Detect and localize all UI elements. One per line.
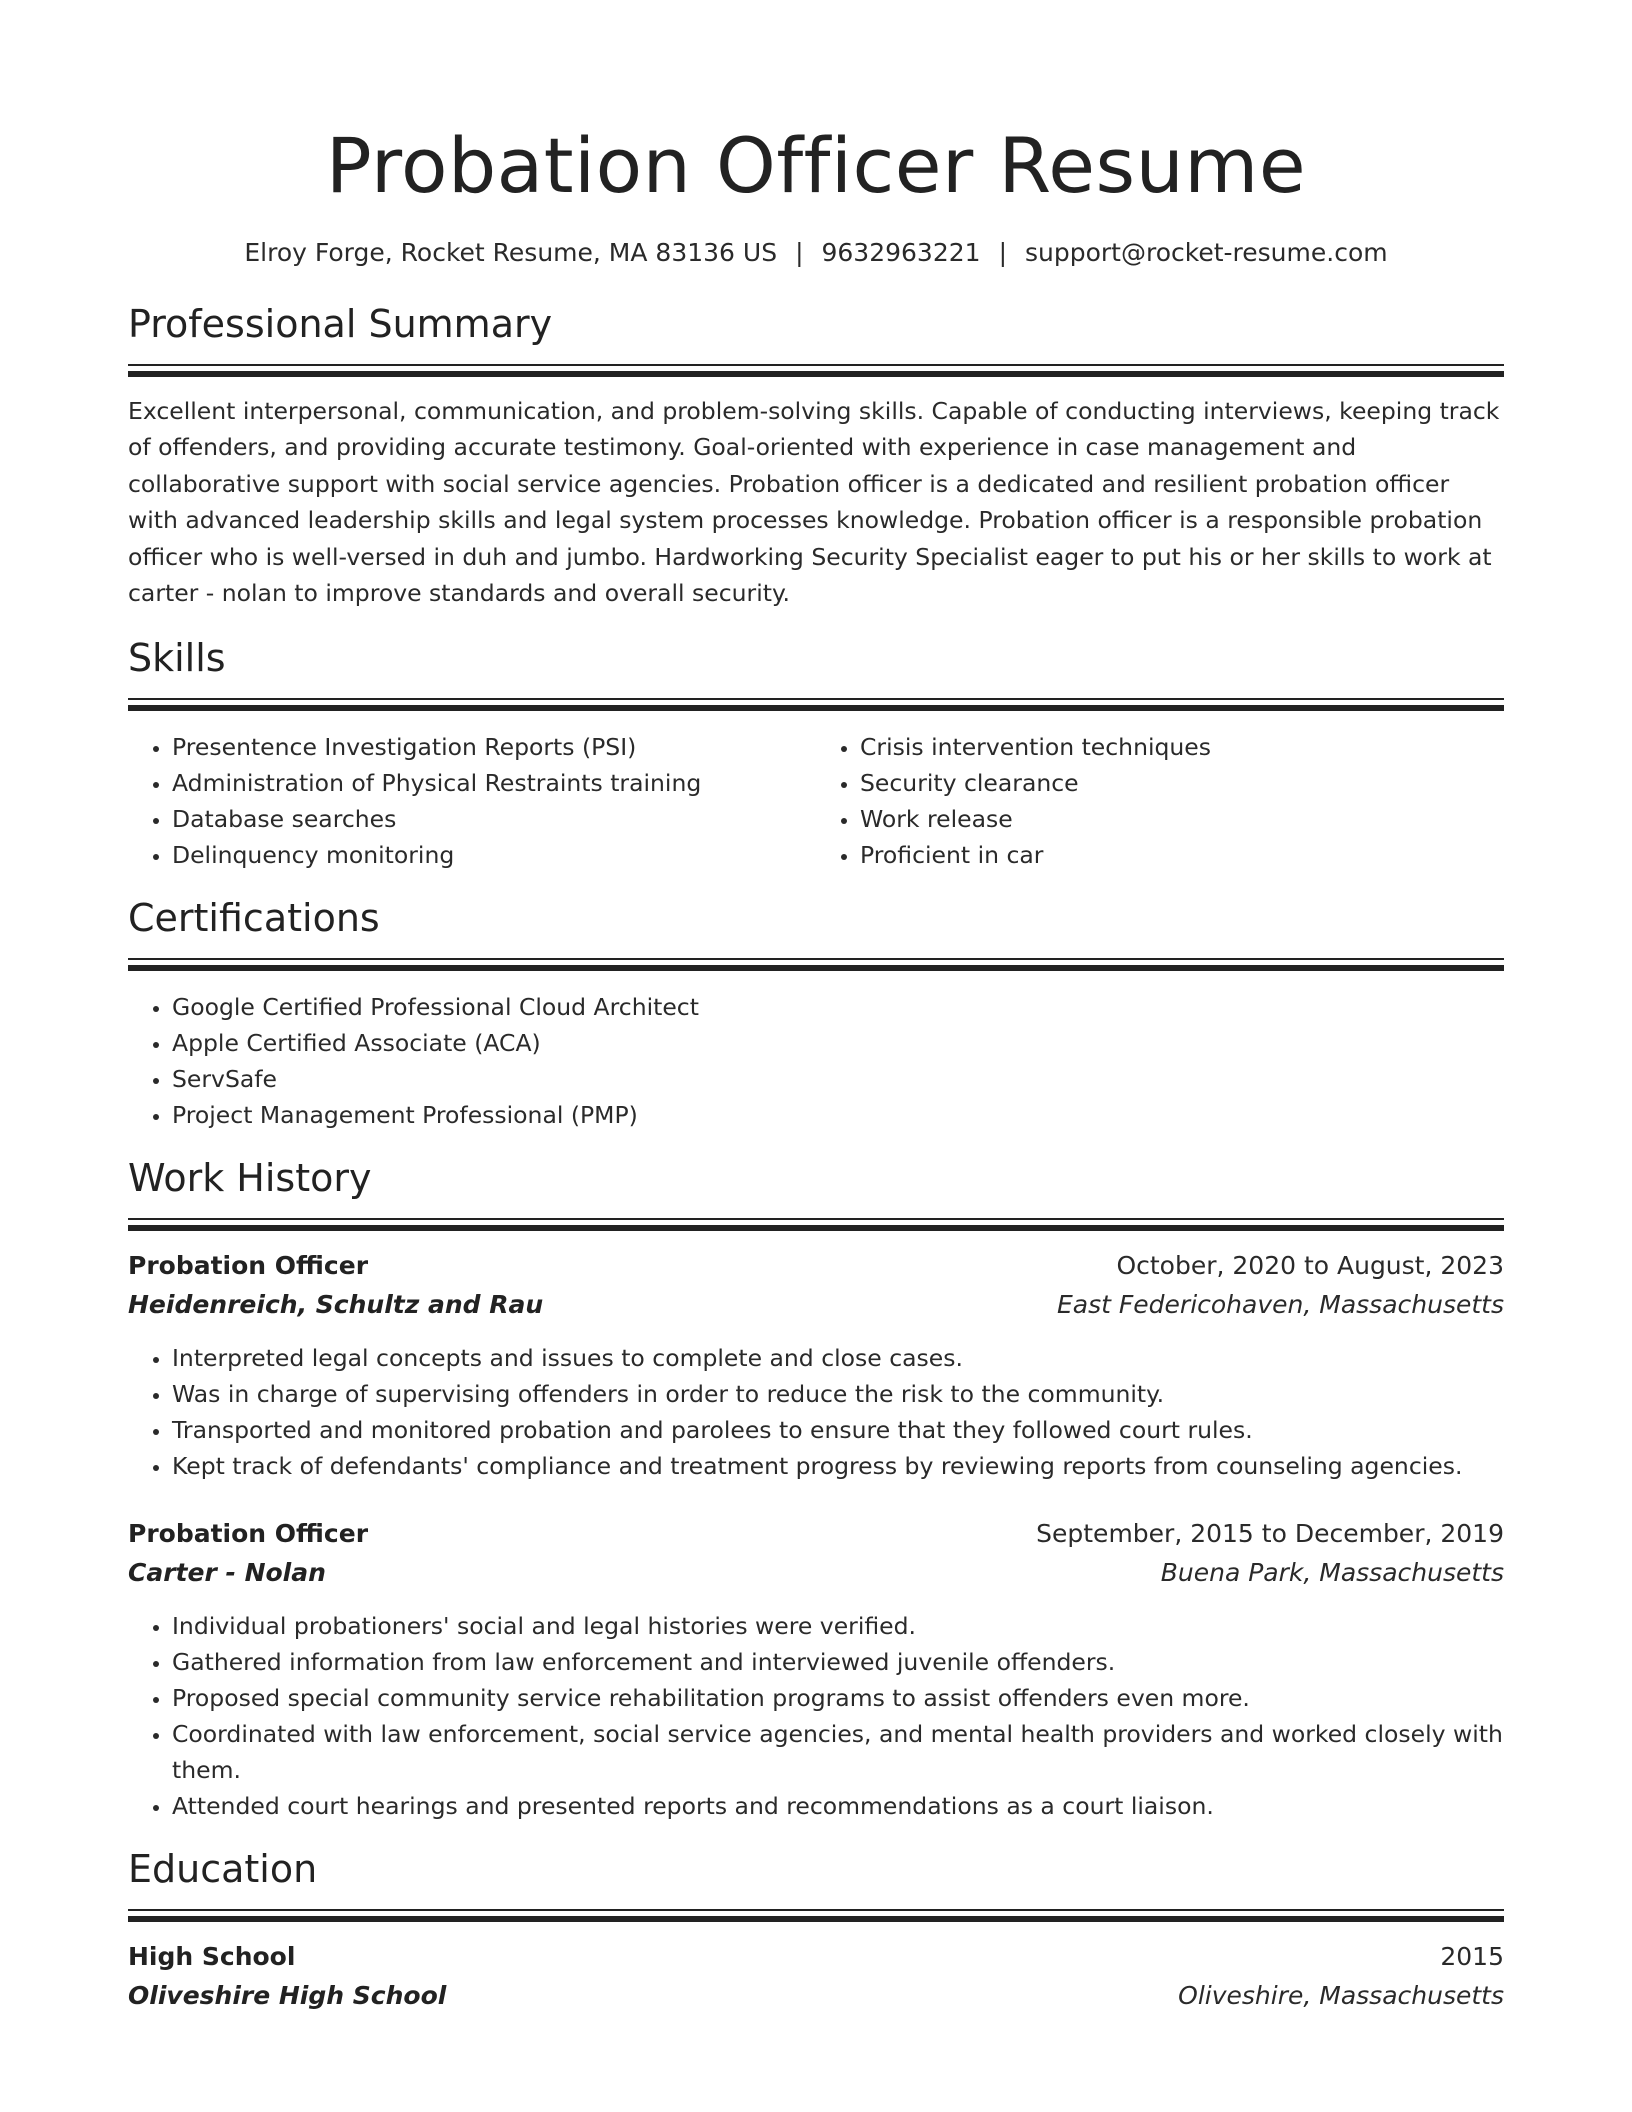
job-company-row (128, 1285, 1504, 1324)
job-company: Heidenreich, Schultz and Rau (128, 1290, 544, 1320)
education-school-row (128, 1976, 1504, 2015)
certifications-section (128, 893, 1504, 1133)
education-location: Oliveshire, Massachusetts (1178, 1981, 1504, 2011)
contact-separator: | (795, 238, 804, 267)
job-duty: • Individual probationers' social and legal histories were verified. (172, 1608, 1504, 1644)
job-title: Probation Officer (128, 1519, 369, 1549)
skill-item: • Work release (860, 801, 1504, 837)
summary-heading: Professional Summary (128, 302, 553, 346)
skills-list-left (128, 729, 816, 873)
job-header-row (128, 1514, 1504, 1553)
skill-item: • Presentence Investigation Reports (PSI) (172, 729, 816, 765)
job-company: Carter - Nolan (128, 1558, 326, 1588)
job-duty: • Gathered information from law enforcement and interviewed juvenile offenders. (172, 1644, 1504, 1680)
job-title: Probation Officer (128, 1251, 369, 1281)
contact-line (128, 236, 1504, 270)
job-entry (128, 1514, 1504, 1824)
job-duty: • Proposed special community service rehabilitation programs to assist offenders even more. (172, 1680, 1504, 1716)
skills-section (128, 633, 1504, 873)
job-location: Buena Park, Massachusetts (1160, 1558, 1504, 1588)
work-history-heading: Work History (128, 1156, 372, 1201)
contact-address: Elroy Forge, Rocket Resume, MA 83136 US (244, 238, 778, 267)
certifications-heading: Certifications (128, 896, 380, 941)
job-duties-list (128, 1608, 1504, 1824)
section-divider (128, 364, 1504, 377)
job-dates: October, 2020 to August, 2023 (1116, 1251, 1504, 1281)
section-divider (128, 1218, 1504, 1231)
certification-item: • Apple Certified Associate (ACA) (172, 1025, 1504, 1061)
certifications-list (128, 989, 1504, 1133)
education-section (128, 1844, 1504, 2015)
certification-item: • Google Certified Professional Cloud Architect (172, 989, 1504, 1025)
education-year: 2015 (1440, 1942, 1504, 1972)
summary-section (128, 299, 1504, 611)
job-duty: • Interpreted legal concepts and issues to complete and close cases. (172, 1340, 1504, 1376)
summary-text: Excellent interpersonal, communication, and problem-solving skills. Capable of conducting interviews, keeping track of offenders, and providing accurate testimony. Goal-oriented with experience in case management and collaborative support with social service agencies. Probation officer is a dedicated and resilient probation officer with advanced leadership skills and legal system processes knowledge. Probation officer is a responsible probation officer who is well-versed in duh and jumbo. Hardworking Security Specialist eager to put his or her skills to work at carter - nolan to improve standards and overall security. (128, 397, 1500, 608)
skill-item: • Security clearance (860, 765, 1504, 801)
section-divider (128, 958, 1504, 971)
skill-item: • Administration of Physical Restraints training (172, 765, 816, 801)
job-header-row (128, 1246, 1504, 1285)
job-duty: • Attended court hearings and presented reports and recommendations as a court liaison. (172, 1788, 1504, 1824)
education-entry (128, 1937, 1504, 2015)
skills-grid (128, 729, 1504, 873)
job-location: East Federicohaven, Massachusetts (1057, 1290, 1504, 1320)
skill-item: • Database searches (172, 801, 816, 837)
job-dates: September, 2015 to December, 2019 (1036, 1519, 1504, 1549)
contact-email[interactable]: support@rocket-resume.com (1025, 238, 1388, 267)
certification-item: • Project Management Professional (PMP) (172, 1097, 1504, 1133)
skills-heading: Skills (128, 636, 226, 681)
work-history-section (128, 1153, 1504, 1824)
section-divider (128, 698, 1504, 711)
skills-list-right (816, 729, 1504, 873)
skill-item: • Proficient in car (860, 837, 1504, 873)
education-header-row (128, 1937, 1504, 1976)
contact-separator: | (998, 238, 1007, 267)
job-duties-list (128, 1340, 1504, 1484)
certification-item: • ServSafe (172, 1061, 1504, 1097)
skills-column-right (816, 729, 1504, 873)
job-entry (128, 1246, 1504, 1484)
contact-phone: 9632963221 (821, 238, 981, 267)
section-divider (128, 1909, 1504, 1922)
job-duty: • Coordinated with law enforcement, social service agencies, and mental health providers and worked closely with them. (172, 1716, 1504, 1788)
resume-title: Probation Officer Resume (325, 121, 1307, 210)
education-heading: Education (128, 1847, 318, 1892)
job-duty: • Kept track of defendants' compliance and treatment progress by reviewing reports from counseling agencies. (172, 1448, 1504, 1484)
job-company-row (128, 1553, 1504, 1592)
skill-item: • Delinquency monitoring (172, 837, 816, 873)
education-school: Oliveshire High School (128, 1981, 447, 2011)
skill-item: • Crisis intervention techniques (860, 729, 1504, 765)
education-degree: High School (128, 1942, 296, 1972)
skills-column-left (128, 729, 816, 873)
job-duty: • Transported and monitored probation and parolees to ensure that they followed court rules. (172, 1412, 1504, 1448)
job-duty: • Was in charge of supervising offenders in order to reduce the risk to the community. (172, 1376, 1504, 1412)
